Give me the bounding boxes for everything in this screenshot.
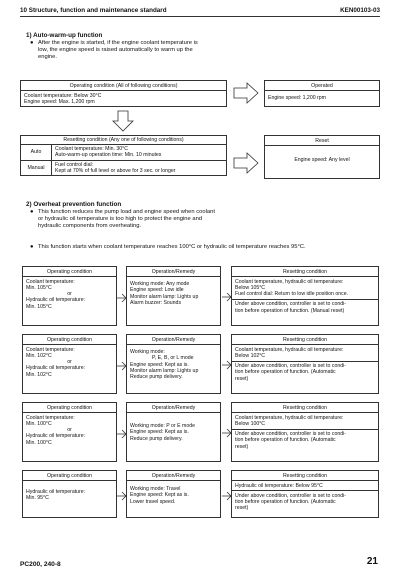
op-line: Min. 100°C [26,439,52,446]
reset-top-values [232,345,378,360]
operating-line-2: Engine speed: Max. 1,200 rpm [24,98,95,105]
resetting-column-head: Resetting condition [232,267,378,277]
remedy-line: Working mode: [130,349,165,356]
resetting-column-head: Resetting condition [232,335,378,345]
reset-bottom-values [232,361,378,384]
footer-model: PC200, 240-8 [20,561,61,568]
op-line: Min. 105°C [26,284,52,291]
reset-line: Below 102°C [235,352,266,359]
reset-top-values [232,481,378,490]
or-text: or [67,427,72,434]
reset-line: tion before operation of function. (Automatic [235,437,336,444]
op-line: Min. 95°C [26,495,49,502]
operation-column-head: Operation/Remedy [127,267,220,277]
header-divider [20,16,380,17]
reset-line: tion before operation of function. (Automatic [235,369,336,376]
operated-value: Engine speed: 1,200 rpm [268,95,326,102]
section1-title: 1) Auto-warm-up function [26,32,103,39]
operated-head: Operated [265,81,379,91]
reset-top-values [232,413,378,428]
op-line: Coolant temperature: [26,414,75,421]
remedy-line: Engine speed: Low idle [130,287,184,294]
reset-line: tion before operation of function. (Automatic [235,499,336,506]
reset-head: Reset [265,136,379,146]
auto-label: Auto [21,145,52,160]
manual-line-1: Fuel control dial: [55,161,94,168]
manual-line-2: Kept at 70% of full level or above for 3 sec. or longer [55,167,176,174]
op-line: Hydraulic oil temperature: [26,433,86,440]
operated-box [264,80,380,107]
right-arrow-icon [233,152,259,174]
section2-bullet-1-text: This function reduces the pump load and engine speed when coolant or hydraulic oil temperature is too high to protect the engine and hydraulic components from overheating. [38,209,215,229]
op-line: Min. 102°C [26,352,52,359]
reset-line: Coolant temperature, hydraulic oil temperature: [235,414,344,421]
remedy-line: Monitor alarm lamp: Lights up [130,293,199,300]
header-code: KEN00103-03 [340,7,380,14]
resetting-condition-cell [231,470,379,518]
reset-top-values [232,277,378,299]
manual-label: Manual [21,160,52,175]
remedy-values [127,345,220,382]
or-text: or [67,359,72,366]
remedy-line: Reduce pump delivery. [130,435,183,442]
reset-value: Engine speed: Any level [294,157,350,164]
operating-condition-head: Operating condition (All of following conditions) [21,81,226,91]
section1-bullet [30,40,208,61]
operating-column-head: Operating condition [23,335,116,345]
reset-box [264,135,380,179]
remedy-line: Working mode: Any mode [130,281,190,288]
reset-line: Under above condition, controller is set to condi- [235,431,347,438]
reset-line: Fuel control dial: Return to low idle position once. [235,291,349,298]
reset-line: Below 100°C [235,420,266,427]
operating-column-head: Operating condition [23,471,116,481]
resetting-condition-table [20,135,227,176]
operating-condition-values [21,91,226,106]
section1-bullet-text: After the engine is started, if the engine coolant temperature is low, the engine speed is raised automatically to warm up the engine. [38,40,198,60]
operating-column-head: Operating condition [23,267,116,277]
right-arrow-icon [233,82,259,104]
resetting-condition-head: Resetting condition (Any one of following conditions) [21,136,227,145]
remedy-line: Monitor alarm lamp: Lights up [130,367,199,374]
operation-column-head: Operation/Remedy [127,471,220,481]
bullet-dot-icon: ● [30,244,34,250]
remedy-line: Engine speed: Kept as is. [130,429,189,436]
operating-condition-values [23,345,116,379]
reset-line: Below 105°C [235,284,266,291]
remedy-line: P, E, B, or L mode [152,355,194,362]
operating-condition-cell [22,402,117,462]
remedy-line: Reduce pump delivery. [130,374,183,381]
op-line: Min. 105°C [26,303,52,310]
reset-line: Under above condition, controller is set to condi- [235,492,347,499]
remedy-line: Working mode: P or E mode [130,423,195,430]
op-line: Min. 102°C [26,371,52,378]
page-number: 21 [366,556,378,567]
operating-condition-cell [22,266,117,326]
remedy-line: Engine speed: Kept as is. [130,361,189,368]
reset-line: reset) [235,505,249,512]
remedy-values [127,481,220,506]
remedy-line: Working mode: Travel [130,486,181,493]
resetting-condition-cell [231,402,379,462]
operating-condition-values [23,277,116,311]
reset-bottom-values [232,490,378,513]
reset-line: reset) [235,443,249,450]
operating-condition-box [20,80,227,107]
operation-remedy-cell [126,266,221,326]
remedy-line: Alarm buzzer: Sounds [130,299,182,306]
resetting-condition-cell [231,334,379,394]
op-line: Coolant temperature: [26,278,75,285]
operating-condition-values [23,481,116,503]
resetting-condition-cell [231,266,379,326]
section2-bullet-1 [30,209,218,230]
remedy-line: Engine speed: Kept as is. [130,492,189,499]
section2-bullet-2 [30,244,383,251]
operating-condition-cell [22,470,117,518]
remedy-line: Lower travel speed. [130,498,176,505]
auto-conditions [52,145,227,160]
bullet-dot-icon: ● [30,40,34,46]
operating-line-1: Coolant temperature: Below 30°C [24,92,102,99]
remedy-values [127,413,220,443]
op-line: Hydraulic oil temperature: [26,489,86,496]
reset-bottom-values [232,429,378,452]
op-line: Hydraulic oil temperature: [26,365,86,372]
remedy-values [127,277,220,307]
reset-line: Hydraulic oil temperature: Below 95°C [235,482,323,489]
reset-bottom-values [232,299,378,315]
reset-line: reset) [235,375,249,382]
operation-column-head: Operation/Remedy [127,403,220,413]
reset-line: Coolant temperature, hydraulic oil temperature: [235,346,344,353]
header-title: 10 Structure, function and maintenance standard [20,7,167,14]
operation-column-head: Operation/Remedy [127,335,220,345]
operation-remedy-cell [126,334,221,394]
or-text: or [67,291,72,298]
op-line: Coolant temperature: [26,346,75,353]
op-line: Min. 100°C [26,420,52,427]
operating-condition-values [23,413,116,447]
operation-remedy-cell [126,470,221,518]
reset-line: Under above condition, controller is set to condi- [235,363,347,370]
operation-remedy-cell [126,402,221,462]
reset-line: Under above condition, controller is set to condi- [235,301,347,308]
reset-line: Coolant temperature, hydraulic oil temperature: [235,278,344,285]
bullet-dot-icon: ● [30,209,34,215]
operating-condition-cell [22,334,117,394]
auto-line-1: Coolant temperature: Min. 30°C [55,146,129,153]
op-line: Hydraulic oil temperature: [26,297,86,304]
manual-conditions [52,160,227,175]
section2-bullet-2-text: This function starts when coolant temperature reaches 100°C or hydraulic oil temperature reaches 95°C. [38,244,306,250]
reset-line: tion before operation of function. (Manual reset) [235,307,345,314]
auto-line-2: Auto-warm-up operation time: Min. 10 minutes [55,152,162,159]
resetting-column-head: Resetting condition [232,471,378,481]
down-arrow-icon [112,110,134,132]
resetting-column-head: Resetting condition [232,403,378,413]
operating-column-head: Operating condition [23,403,116,413]
section2-title: 2) Overheat prevention function [26,201,122,208]
